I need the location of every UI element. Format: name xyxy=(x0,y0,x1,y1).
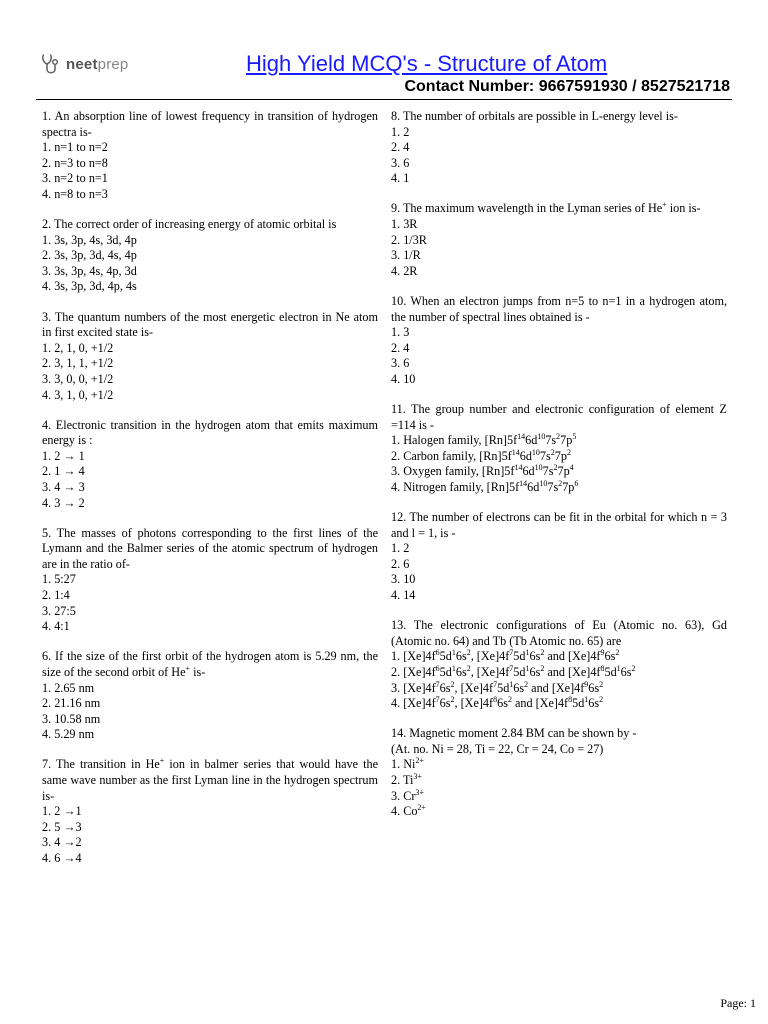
option: 4. 6 →4 xyxy=(42,850,82,865)
option: 3. 10 xyxy=(391,572,416,587)
option: 2. 3, 1, 1, +1/2 xyxy=(42,356,114,371)
option: 3. 3, 0, 0, +1/2 xyxy=(42,371,114,386)
option: 2. 1 → 4 xyxy=(42,464,85,479)
logo-text: neetprep xyxy=(66,55,129,73)
option: 2. $Ti^{3+}$ xyxy=(391,771,422,787)
option: 1. Halogen family, $[Rn]5f^{14}6d^{10}7s^27p^5$ xyxy=(391,432,577,448)
question-1 xyxy=(42,109,378,203)
option: 3. $Cr^{3+}$ xyxy=(391,787,424,803)
option: 3. 6 xyxy=(391,155,410,170)
question-stem: 4. Electronic transition in the hydrogen atom that emits maximum energy is : xyxy=(42,417,378,448)
option: 1. 2 →1 xyxy=(42,804,82,819)
question-stem: 3. The quantum numbers of the most energetic electron in Ne atom in first excited state is- xyxy=(42,309,378,340)
option: 2. 4 xyxy=(391,340,410,355)
question-14 xyxy=(391,726,727,820)
option: 3. 1/R xyxy=(391,248,421,263)
question-stem: 13. The electronic configurations of Eu (Atomic no. 63), Gd (Atomic no. 64) and Tb (Tb Atomic no. 65) are xyxy=(391,618,727,648)
option: 2. 6 xyxy=(391,556,410,571)
option: 3. 4 →2 xyxy=(42,835,82,850)
option: 1. 5:27 xyxy=(42,572,76,587)
option: 4. 5.29 nm xyxy=(42,727,95,742)
neetprep-logo xyxy=(40,52,128,76)
question-12 xyxy=(391,510,727,604)
question-13 xyxy=(391,618,727,712)
question-6 xyxy=(42,649,378,743)
option: 2. 5 →3 xyxy=(42,819,82,834)
option: 4. 3, 1, 0, +1/2 xyxy=(42,387,114,402)
option: 4. 1 xyxy=(391,171,410,186)
option: 4. n=8 to n=3 xyxy=(42,186,108,201)
question-3 xyxy=(42,310,378,404)
option: 4. 4:1 xyxy=(42,619,70,634)
question-10 xyxy=(391,294,727,388)
option: 3. 6 xyxy=(391,356,410,371)
option: 1. 2 xyxy=(391,124,410,139)
question-stem: 2. The correct order of increasing energy of atomic orbital is xyxy=(42,217,337,232)
right-column xyxy=(391,109,727,834)
stethoscope-icon xyxy=(40,52,62,76)
question-stem: 12. The number of electrons can be fit in the orbital for which n = 3 and l = 1, is - xyxy=(391,510,727,540)
option: 2. 4 xyxy=(391,140,410,155)
option: 3. 10.58 nm xyxy=(42,711,101,726)
left-column xyxy=(42,109,378,881)
question-stem: 9. The maximum wavelength in the Lyman series of He+ ion is- xyxy=(391,200,701,216)
option: 1. $[Xe]4f^65d^16s^2$, $[Xe]4f^75d^16s^2$ and $[Xe]4f^96s^2$ xyxy=(391,648,620,664)
option: 1. 2.65 nm xyxy=(42,680,95,695)
option: 2. $[Xe]4f^65d^16s^2$, $[Xe]4f^75d^16s^2$ and $[Xe]4f^85d^16s^2$ xyxy=(391,663,636,679)
option: 2. 21.16 nm xyxy=(42,696,101,711)
question-note: (At. no. Ni = 28, Ti = 22, Cr = 24, Co = 27) xyxy=(391,741,604,756)
question-stem: 1. An absorption line of lowest frequency in transition of hydrogen spectra is- xyxy=(42,109,378,139)
option: 2. 1:4 xyxy=(42,588,70,603)
option: 3. $[Xe]4f^76s^2$, $[Xe]4f^75d^16s^2$ and $[Xe]4f^96s^2$ xyxy=(391,679,604,695)
question-stem: 7. The transition in He+ ion in balmer series that would have the same wave number as the first Lyman line in the hydrogen spectrum is- xyxy=(42,756,378,803)
question-8 xyxy=(391,109,727,187)
option: 3. n=2 to n=1 xyxy=(42,171,108,186)
option: 3. Oxygen family, $[Rn]5f^{14}6d^{10}7s^27p^4$ xyxy=(391,463,574,479)
question-stem: 6. If the size of the first orbit of the hydrogen atom is 5.29 nm, the size of the second orbit of He+ is- xyxy=(42,649,378,679)
option: 1. n=1 to n=2 xyxy=(42,140,108,155)
question-5 xyxy=(42,526,378,635)
option: 4. 2R xyxy=(391,263,418,278)
option: 1. 3s, 3p, 4s, 3d, 4p xyxy=(42,232,137,247)
question-4 xyxy=(42,418,378,512)
option: 1. 2, 1, 0, +1/2 xyxy=(42,340,114,355)
question-stem: 5. The masses of photons corresponding to the first lines of the Lymann and the Balmer series of the atomic spectrum of hydrogen are in the ratio of- xyxy=(42,525,378,571)
document-title[interactable]: High Yield MCQ's - Structure of Atom xyxy=(246,51,608,76)
question-9 xyxy=(391,201,727,279)
page-number: Page: 1 xyxy=(720,996,756,1010)
option: 1. 3R xyxy=(391,217,418,232)
option: 4. $[Xe]4f^76s^2$, $[Xe]4f^86s^2$ and $[Xe]4f^85d^16s^2$ xyxy=(391,695,604,711)
option: 1. $Ni^{2+}$ xyxy=(391,756,424,772)
question-stem: 10. When an electron jumps from n=5 to n=1 in a hydrogen atom, the number of spectral lines obtained is - xyxy=(391,293,727,324)
option: 4. $Co^{2+}$ xyxy=(391,803,426,819)
question-stem: 11. The group number and electronic configuration of element Z =114 is - xyxy=(391,402,727,432)
header-divider xyxy=(36,99,732,100)
option: 1. 3 xyxy=(391,325,410,340)
contact-number: Contact Number: 9667591930 / 8527521718 xyxy=(404,78,730,95)
option: 3. 3s, 3p, 4s, 4p, 3d xyxy=(42,263,137,278)
option: 4. 14 xyxy=(391,588,416,603)
option: 4. 3 → 2 xyxy=(42,495,85,510)
option: 2. Carbon family, $[Rn]5f^{14}6d^{10}7s^27p^2$ xyxy=(391,447,571,463)
option: 4. 3s, 3p, 3d, 4p, 4s xyxy=(42,279,137,294)
option: 4. Nitrogen family, $[Rn]5f^{14}6d^{10}7s^27p^6$ xyxy=(391,478,579,494)
question-2 xyxy=(42,217,378,295)
option: 2. 3s, 3p, 3d, 4s, 4p xyxy=(42,248,137,263)
option: 1. 2 xyxy=(391,541,410,556)
question-stem: 14. Magnetic moment 2.84 BM can be shown by - xyxy=(391,726,637,741)
option: 4. 10 xyxy=(391,371,416,386)
option: 2. n=3 to n=8 xyxy=(42,155,108,170)
option: 1. 2 → 1 xyxy=(42,448,85,463)
option: 3. 4 → 3 xyxy=(42,479,85,494)
option: 3. 27:5 xyxy=(42,603,76,618)
question-7 xyxy=(42,757,378,866)
question-11 xyxy=(391,402,727,496)
option: 2. 1/3R xyxy=(391,232,427,247)
question-stem: 8. The number of orbitals are possible in L-energy level is- xyxy=(391,109,678,123)
